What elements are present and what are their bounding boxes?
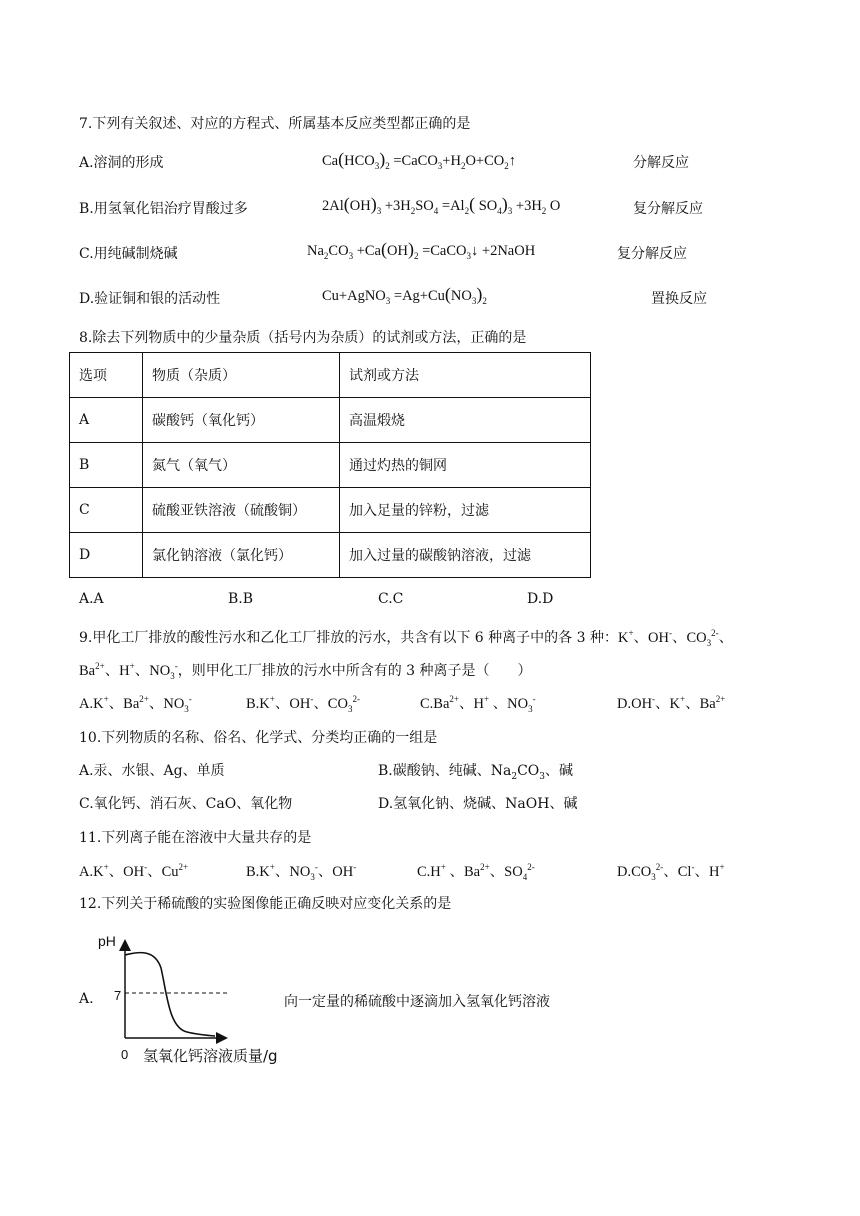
table-row <box>70 533 591 578</box>
table-cell: B <box>70 443 143 488</box>
table-cell: 加入过量的碳酸钠溶液，过滤 <box>340 533 591 578</box>
q11-choice-a: A.K+、OH-、$Cu^{2+}$ <box>79 862 189 880</box>
table-header-cell: 选项 <box>70 353 143 398</box>
q7-option-b-label: B.用氢氧化铝治疗胃酸过多 <box>79 201 248 217</box>
q8-stem: 8.除去下列物质中的少量杂质（括号内为杂质）的试剂或方法，正确的是 <box>79 330 527 346</box>
q7-option-a-type: 分解反应 <box>633 155 689 171</box>
q8-choice-d: D.D <box>527 591 554 607</box>
reference-line-label: 7 <box>114 988 122 1003</box>
q7-option-b-type: 复分解反应 <box>633 201 703 217</box>
table-header-cell: 试剂或方法 <box>340 353 591 398</box>
q9-choice-d: D.OH-、K+、$Ba^{2+}$ <box>617 694 726 712</box>
q7-option-a-label: A.溶洞的形成 <box>79 155 164 171</box>
q12-option-a-text: 向一定量的稀硫酸中逐滴加入氢氧化钙溶液 <box>284 994 550 1010</box>
q8-choice-b: B.B <box>228 591 254 607</box>
q9-choice-c: $C.Ba^{2+}$、H+ 、$NO_3^-$ <box>420 694 536 714</box>
q7-option-b-equation: $2Al(OH)_3 +3H_2SO_4 =Al_2$( $SO_4)_3 +3H_2$ O <box>322 194 561 216</box>
ph-curve <box>125 953 215 1036</box>
y-axis-label: pH <box>98 933 116 949</box>
origin-label: 0 <box>121 1047 129 1062</box>
table-cell: 碳酸钙（氧化钙） <box>143 398 340 443</box>
table-cell: 氮气（氧气） <box>143 443 340 488</box>
q9-choice-b: B.K+、OH-、$CO_3^{2-}$ <box>246 694 360 714</box>
q7-option-d-equation: Cu+AgNO$_3$ $=Ag+Cu(NO_3)_2$ <box>322 284 487 306</box>
q8-choice-a: A.A <box>79 591 104 607</box>
table-row <box>70 398 591 443</box>
table-cell: 氯化钠溶液（氯化钙） <box>143 533 340 578</box>
table-cell: 加入足量的锌粉，过滤 <box>340 488 591 533</box>
q7-option-c-equation: $Na_2CO_3 +Ca(OH)_2$ =CaCO$_3$↓ +2NaOH <box>307 239 536 261</box>
q10-choice-a: A.汞、水银、Ag、单质 <box>79 763 225 779</box>
q7-option-a-equation: $Ca(HCO_3)_2$ $=CaCO_3+H_2O+CO_2↑$ <box>322 149 516 171</box>
table-cell: D <box>70 533 143 578</box>
q7-stem: 7.下列有关叙述、对应的方程式、所属基本反应类型都正确的是 <box>79 116 471 132</box>
q8-choice-c: C.C <box>378 591 404 607</box>
q11-choice-b: B.K+、$NO_3^-$、OH- <box>246 862 357 882</box>
table-cell: C <box>70 488 143 533</box>
q10-stem: 10.下列物质的名称、俗名、化学式、分类均正确的一组是 <box>79 730 438 746</box>
q9-stem-line1: 9.甲化工厂排放的酸性污水和乙化工厂排放的污水，共含有以下 6 种离子中的各 3 种：K+、OH-、$CO_3^{2-}$、 <box>79 628 734 648</box>
table-header-cell: 物质（杂质） <box>143 353 340 398</box>
table-cell: 通过灼热的铜网 <box>340 443 591 488</box>
q7-option-d-type: 置换反应 <box>651 291 707 307</box>
q10-choice-c: C.氧化钙、消石灰、CaO、氧化物 <box>79 796 293 812</box>
q9-stem-line2: $Ba^{2+}$、H+、$NO_3^-$，则甲化工厂排放的污水中所含有的 3 种离子是（ ） <box>79 661 532 681</box>
ph-chart <box>95 928 295 1068</box>
q11-choice-c: C.H+ 、$Ba^{2+}$、$SO_4^{2-}$ <box>417 862 535 882</box>
q12-stem: 12.下列关于稀硫酸的实验图像能正确反映对应变化关系的是 <box>79 896 452 912</box>
q10-choice-b: B.碳酸钠、纯碱、$Na_2CO_3$、碱 <box>378 763 574 782</box>
q9-choice-a: A.K+、$Ba^{2+}$、$NO_3^-$ <box>79 694 192 714</box>
table-header-row <box>70 353 591 398</box>
q11-choice-d: $D.CO_3^{2-}$、Cl-、H+ <box>617 862 725 882</box>
table-row <box>70 443 591 488</box>
table-row <box>70 488 591 533</box>
table-cell: 高温煅烧 <box>340 398 591 443</box>
q12-option-a-label: A. <box>79 991 94 1007</box>
q7-option-c-type: 复分解反应 <box>617 246 687 262</box>
q7-option-c-label: C.用纯碱制烧碱 <box>79 246 178 262</box>
x-axis-label: 氢氧化钙溶液质量/g <box>143 1047 278 1065</box>
q7-option-d-label: D.验证铜和银的活动性 <box>79 291 221 307</box>
table-cell: A <box>70 398 143 443</box>
q10-choice-d: D.氢氧化钠、烧碱、NaOH、碱 <box>378 796 578 812</box>
q8-table <box>69 352 591 578</box>
q11-stem: 11.下列离子能在溶液中大量共存的是 <box>79 830 312 846</box>
table-cell: 硫酸亚铁溶液（硫酸铜） <box>143 488 340 533</box>
